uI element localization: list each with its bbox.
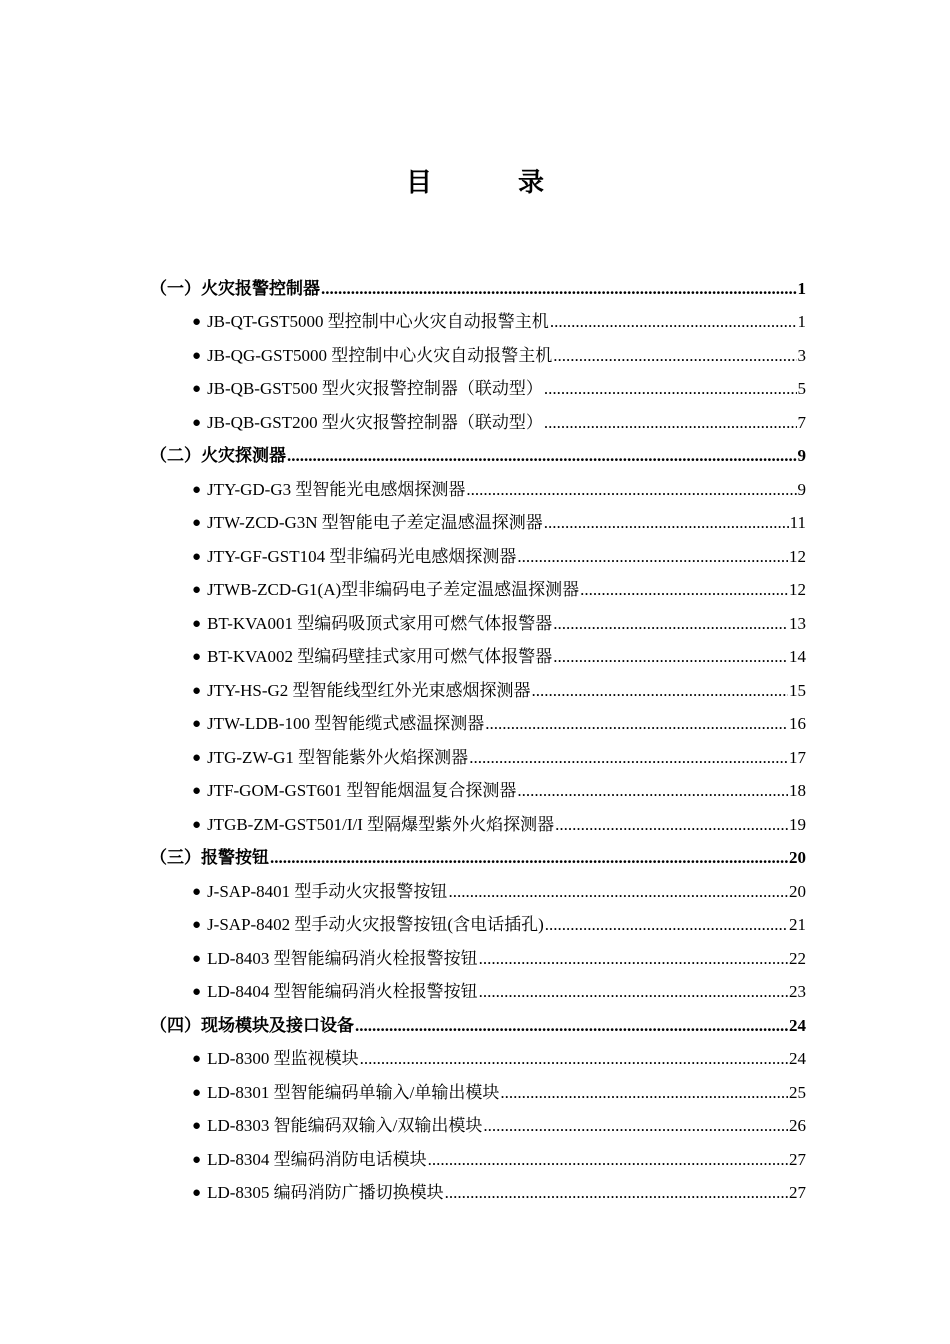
bullet-icon: ● [192,783,202,800]
toc-item-entry[interactable] [150,741,806,775]
bullet-icon: ● [192,314,202,331]
bullet-icon: ● [192,950,202,967]
toc-page-number: 20 [789,848,806,868]
toc-page-number: 24 [789,1049,806,1069]
toc-section-entry[interactable] [150,440,806,474]
bullet-icon: ● [192,1118,202,1135]
toc-page-number: 17 [789,747,806,767]
toc-entry-title: LD-8304 型编码消防电话模块 [207,1149,427,1169]
toc-page-number: 1 [797,278,806,298]
toc-item-entry[interactable] [150,942,806,976]
toc-entry-title: （二）火灾探测器 [150,446,286,466]
bullet-icon: ● [192,716,202,733]
bullet-icon: ● [192,1151,202,1168]
toc-entry-title: LD-8305 编码消防广播切换模块 [207,1183,444,1203]
toc-entry-title: JTY-GD-G3 型智能光电感烟探测器 [207,479,466,499]
toc-entry-title: BT-KVA002 型编码壁挂式家用可燃气体报警器 [207,647,553,667]
toc-entry-title: J-SAP-8401 型手动火灾报警按钮 [207,881,448,901]
toc-page-number: 21 [789,915,806,935]
bullet-icon: ● [192,816,202,833]
toc-page-number: 9 [797,479,806,499]
toc-section-entry[interactable] [150,842,806,876]
toc-item-entry[interactable] [150,909,806,943]
dot-leader [287,445,797,467]
dot-leader [545,914,788,936]
toc-entry-title: JTW-ZCD-G3N 型智能电子差定温感温探测器 [207,513,543,533]
dot-leader [544,412,797,434]
page-title: 目 录 [405,168,574,197]
toc-item-entry[interactable] [150,674,806,708]
dot-leader [532,680,788,702]
dot-leader [517,546,788,568]
dot-leader [544,378,797,400]
toc-page-number: 19 [789,814,806,834]
toc-item-entry[interactable] [150,641,806,675]
dot-leader [321,278,797,300]
toc-page-number: 13 [789,613,806,633]
toc-item-entry[interactable] [150,373,806,407]
dot-leader [469,747,788,769]
dot-leader [270,847,788,869]
toc-item-entry[interactable] [150,574,806,608]
dot-leader [479,981,788,1003]
toc-page-number: 25 [789,1082,806,1102]
bullet-icon: ● [192,481,202,498]
toc-entry-title: （一）火灾报警控制器 [150,278,320,298]
bullet-icon: ● [192,682,202,699]
toc-entry-title: JTY-GF-GST104 型非编码光电感烟探测器 [207,546,517,566]
dot-leader [360,1048,788,1070]
toc-page-number: 15 [789,680,806,700]
toc-page-number: 12 [789,580,806,600]
dot-leader [445,1182,788,1204]
toc-page-number: 12 [789,546,806,566]
dot-leader [483,1115,788,1137]
dot-leader [448,881,788,903]
toc-item-entry[interactable] [150,607,806,641]
toc-page-number: 22 [789,948,806,968]
dot-leader [355,1015,788,1037]
dot-leader [555,814,788,836]
dot-leader [550,311,797,333]
dot-leader [544,512,789,534]
bullet-icon: ● [192,615,202,632]
toc-entry-title: LD-8300 型监视模块 [207,1049,359,1069]
toc-item-entry[interactable] [150,406,806,440]
toc-item-entry[interactable] [150,507,806,541]
toc-item-entry[interactable] [150,775,806,809]
toc-entry-title: JTF-GOM-GST601 型智能烟温复合探测器 [207,781,517,801]
dot-leader [485,713,788,735]
toc-item-entry[interactable] [150,1143,806,1177]
toc-item-entry[interactable] [150,1110,806,1144]
toc-entry-title: JTG-ZW-G1 型智能紫外火焰探测器 [207,747,469,767]
dot-leader [479,948,788,970]
toc-entry-title: JTWB-ZCD-G1(A)型非编码电子差定温感温探测器 [207,580,580,600]
toc-entry-title: （三）报警按钮 [150,848,269,868]
toc-item-entry[interactable] [150,1177,806,1211]
toc-page-number: 14 [789,647,806,667]
bullet-icon: ● [192,414,202,431]
bullet-icon: ● [192,749,202,766]
dot-leader [580,579,788,601]
toc-section-entry[interactable] [150,1009,806,1043]
toc-page-number: 9 [797,446,806,466]
toc-page-number: 23 [789,982,806,1002]
toc-entry-title: JB-QB-GST500 型火灾报警控制器（联动型） [207,379,543,399]
toc-entry-title: LD-8301 型智能编码单输入/单输出模块 [207,1082,500,1102]
bullet-icon: ● [192,548,202,565]
toc-page-number: 20 [789,881,806,901]
toc-entry-title: JTY-HS-G2 型智能线型红外光束感烟探测器 [207,680,531,700]
toc-page-number: 27 [789,1149,806,1169]
toc-item-entry[interactable] [150,540,806,574]
toc-entry-title: J-SAP-8402 型手动火灾报警按钮(含电话插孔) [207,915,544,935]
bullet-icon: ● [192,1185,202,1202]
toc-page-number: 18 [789,781,806,801]
dot-leader [466,479,796,501]
toc-page-number: 27 [789,1183,806,1203]
toc-page-number: 11 [789,513,806,533]
toc-item-entry[interactable] [150,976,806,1010]
bullet-icon: ● [192,984,202,1001]
table-of-contents [150,272,806,1210]
toc-page-number: 24 [789,1015,806,1035]
dot-leader [500,1082,788,1104]
dot-leader [553,646,788,668]
bullet-icon: ● [192,883,202,900]
bullet-icon: ● [192,649,202,666]
dot-leader [553,613,788,635]
toc-entry-title: JTGB-ZM-GST501/I/I 型隔爆型紫外火焰探测器 [207,814,555,834]
toc-item-entry[interactable] [150,708,806,742]
toc-item-entry[interactable] [150,1076,806,1110]
toc-entry-title: JB-QG-GST5000 型控制中心火灾自动报警主机 [207,345,553,365]
bullet-icon: ● [192,1051,202,1068]
bullet-icon: ● [192,515,202,532]
toc-page-number: 1 [797,312,806,332]
toc-entry-title: LD-8404 型智能编码消火栓报警按钮 [207,982,478,1002]
bullet-icon: ● [192,1084,202,1101]
toc-entry-title: JTW-LDB-100 型智能缆式感温探测器 [207,714,485,734]
toc-item-entry[interactable] [150,306,806,340]
toc-page-number: 5 [797,379,806,399]
toc-item-entry[interactable] [150,339,806,373]
toc-entry-title: LD-8303 智能编码双输入/双输出模块 [207,1116,483,1136]
bullet-icon: ● [192,381,202,398]
toc-page-number: 3 [797,345,806,365]
toc-item-entry[interactable] [150,473,806,507]
toc-section-entry[interactable] [150,272,806,306]
toc-entry-title: （四）现场模块及接口设备 [150,1015,354,1035]
toc-entry-title: JB-QT-GST5000 型控制中心火灾自动报警主机 [207,312,549,332]
dot-leader [553,345,796,367]
toc-item-entry[interactable] [150,875,806,909]
toc-entry-title: LD-8403 型智能编码消火栓报警按钮 [207,948,478,968]
toc-page-number: 26 [789,1116,806,1136]
toc-entry-title: JB-QB-GST200 型火灾报警控制器（联动型） [207,412,543,432]
toc-item-entry[interactable] [150,808,806,842]
bullet-icon: ● [192,917,202,934]
toc-page-number: 7 [797,412,806,432]
dot-leader [517,780,788,802]
toc-item-entry[interactable] [150,1043,806,1077]
toc-page-number: 16 [789,714,806,734]
bullet-icon: ● [192,347,202,364]
dot-leader [428,1149,788,1171]
toc-entry-title: BT-KVA001 型编码吸顶式家用可燃气体报警器 [207,613,553,633]
bullet-icon: ● [192,582,202,599]
